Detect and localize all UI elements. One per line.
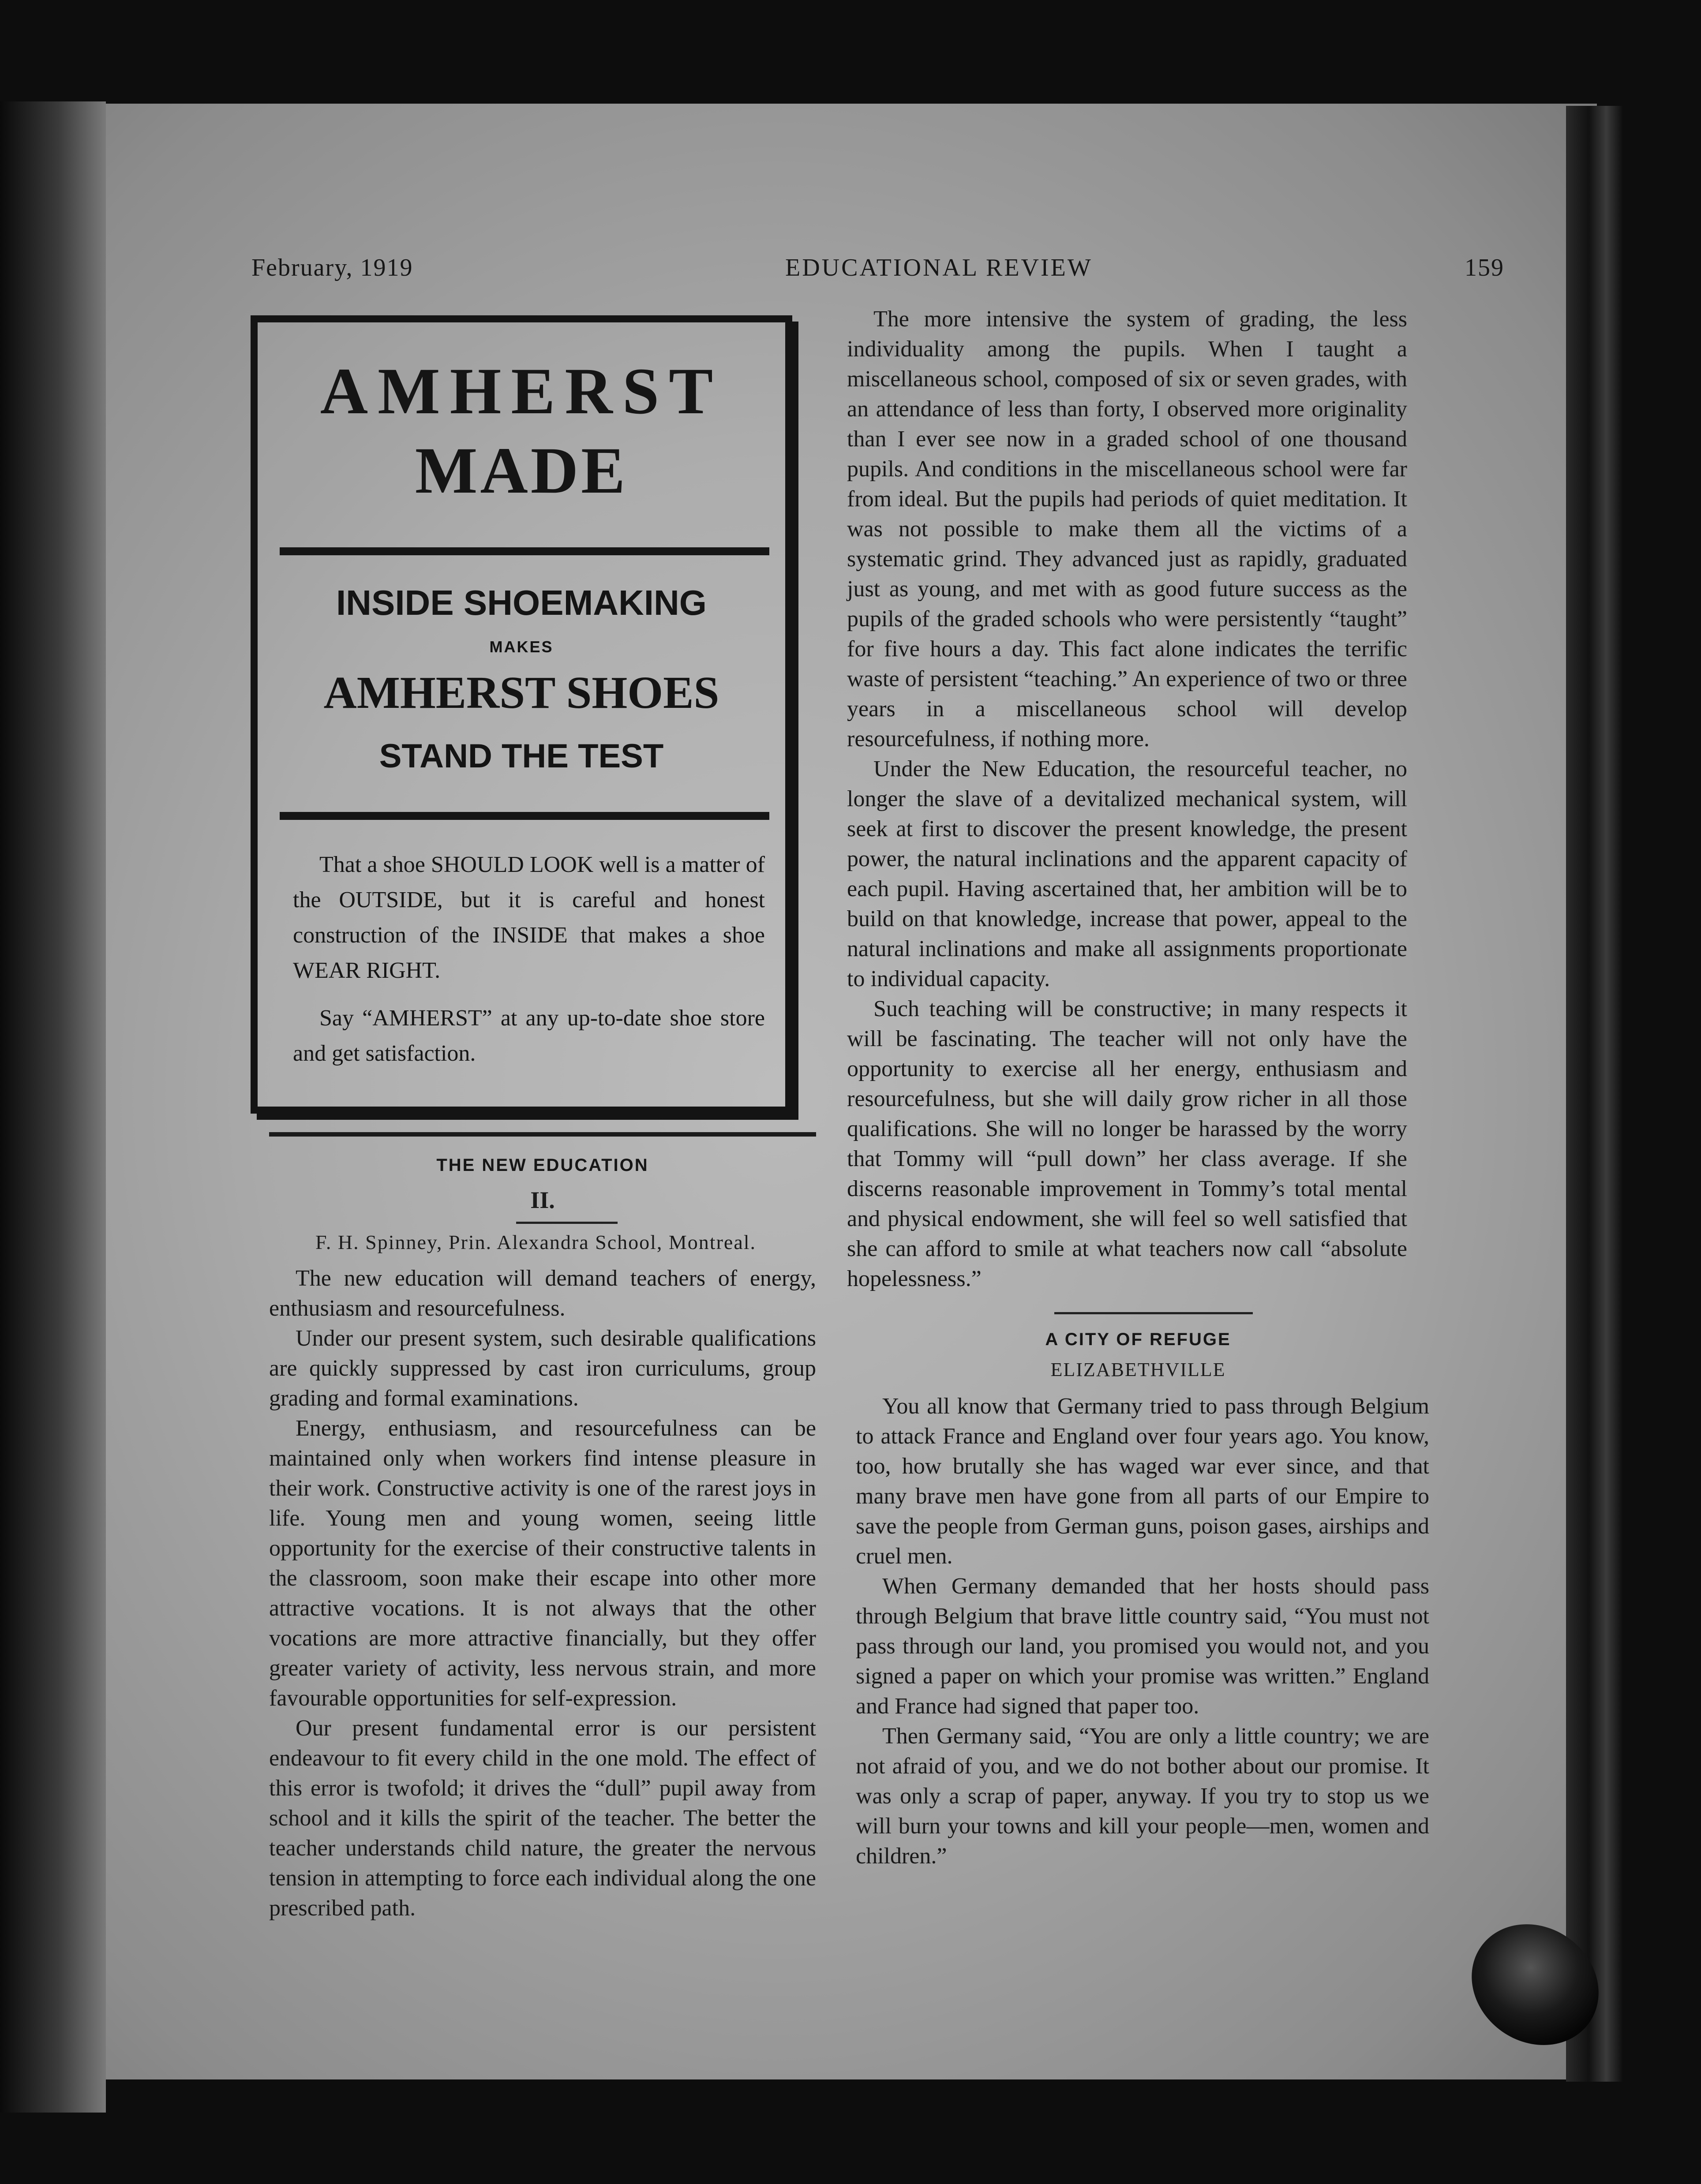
article-heading: THE NEW EDUCATION <box>436 1156 649 1175</box>
article2-column <box>856 1391 1429 1871</box>
ad-body-paragraph: Say “AMHERST” at any up-to-date shoe store and get satisfaction. <box>293 1006 765 1066</box>
section-divider-rule <box>1054 1312 1253 1314</box>
article2-subheading: ELIZABETHVILLE <box>1050 1359 1226 1380</box>
article-paragraph: The more intensive the system of grading, the less individuality among the pupils. When I taught a miscellaneous school, composed of six or seven grades, with an attendance of less than forty, I observed more originality than I ever see now in a graded school of one thousand pupils. And conditions in the miscellaneous school were far from ideal. But the pupils had periods of quiet meditation. It was not possible to make them all the victims of a systematic grind. They advanced just as rapidly, graduated just as young, and met with as good future success as the pupils of the graded schools who were persistently “taught” for five hours a day. This fact alone indicates the terrific waste of persistent “teaching.” An experience of two or three years in a miscellaneous school will develop resourcefulness, if nothing more. <box>847 307 1407 752</box>
article-left-column <box>269 1264 816 1923</box>
ad-body-paragraph: That a shoe SHOULD LOOK well is a matter of the OUTSIDE, but it is careful and honest construction of the INSIDE that makes a shoe WEAR RIGHT. <box>293 852 765 983</box>
ad-tagline-4: STAND THE TEST <box>379 737 664 775</box>
article2-paragraph: Then Germany said, “You are only a little country; we are not afraid of you, and we do not bother about our promise. It was only a scrap of paper, anyway. If you try to stop us we will burn your towns and kill your people—men, women and children.” <box>856 1724 1429 1869</box>
article2-heading: A CITY OF REFUGE <box>1045 1330 1231 1349</box>
ad-rule-bottom <box>280 812 769 820</box>
heading-rule <box>516 1222 618 1224</box>
magazine-page <box>106 104 1597 2079</box>
article2-paragraph: When Germany demanded that her hosts should pass through Belgium that brave little country said, “You must not pass through our land, you promised you would not, and you signed a paper on which your promise was written.” England and France had signed that paper too. <box>856 1574 1429 1719</box>
article-right-column <box>847 304 1407 1294</box>
article-paragraph: Under the New Education, the resourceful teacher, no longer the slave of a devitalized mechanical system, will seek at first to discover the present knowledge, the present power, the natural inclinations and the apparent capacity of each pupil. Having ascertained that, her ambition will be to build on that knowledge, increase that power, appeal to the natural inclinations and make all assignments proportionate to individual capacity. <box>847 756 1407 991</box>
ad-title-line2: MADE <box>415 434 628 507</box>
adjacent-page-edge <box>0 101 106 2113</box>
article-paragraph: Under our present system, such desirable qualifications are quickly suppressed by cast iron curriculums, group grading and formal examinations. <box>269 1326 816 1411</box>
ad-body-text <box>293 847 765 1084</box>
page-number: 159 <box>1465 254 1504 281</box>
article-paragraph: Our present fundamental error is our persistent endeavour to fit every child in the one mold. The effect of this error is twofold; it drives the “dull” pupil away from school and it kills the spirit of the teacher. The better the teacher understands child nature, the greater the nervous tension in attempting to force each individual along the one prescribed path. <box>269 1716 816 1921</box>
article-byline: F. H. Spinney, Prin. Alexandra School, Montreal. <box>315 1231 757 1253</box>
article-paragraph: The new education will demand teachers of energy, enthusiasm and resourcefulness. <box>269 1266 816 1321</box>
ad-tagline-1: INSIDE SHOEMAKING <box>336 583 707 622</box>
article-part-number: II. <box>530 1187 555 1213</box>
ad-bottom-rule <box>269 1132 816 1137</box>
book-spine <box>1566 106 1623 2082</box>
ad-rule-top <box>280 547 769 555</box>
amherst-advertisement <box>251 315 792 1114</box>
article-paragraph: Energy, enthusiasm, and resourcefulness can be maintained only when workers find intense pleasure in their work. Constructive activity is one of the rarest joys in life. Young men and young women, seeing little opportunity for the exercise of their constructive talents in the classroom, soon make their escape into other more attractive vocations. It is not always that the other vocations are more attractive financially, but they offer greater variety of activity, less nervous strain, and more favourable opportunities for self-expression. <box>269 1416 816 1711</box>
journal-title: EDUCATIONAL REVIEW <box>785 254 1093 281</box>
ad-title-line1: AMHERST <box>320 355 723 428</box>
article2-paragraph: You all know that Germany tried to pass through Belgium to attack France and England over four years ago. You know, too, how brutally she has waged war ever since, and that many brave men have gone from all parts of our Empire to save the people from German guns, poison gases, airships and cruel men. <box>856 1394 1429 1569</box>
ad-tagline-2: MAKES <box>489 638 554 656</box>
article-paragraph: Such teaching will be constructive; in many respects it will be fascinating. The teacher will not only have the opportunity to exercise all her energy, enthusiasm and resourcefulness, but she will daily grow richer in all those qualifications. She will no longer be harassed by the worry that Tommy will “pull down” her class average. If she discerns reasonable improvement in Tommy’s total mental and physical endowment, she will feel so well satisfied that she can afford to smile at what teachers now call “absolute hopelessness.” <box>847 996 1407 1291</box>
running-header <box>251 254 1504 293</box>
issue-date: February, 1919 <box>251 254 413 281</box>
ad-tagline-3: AMHERST SHOES <box>323 667 719 718</box>
